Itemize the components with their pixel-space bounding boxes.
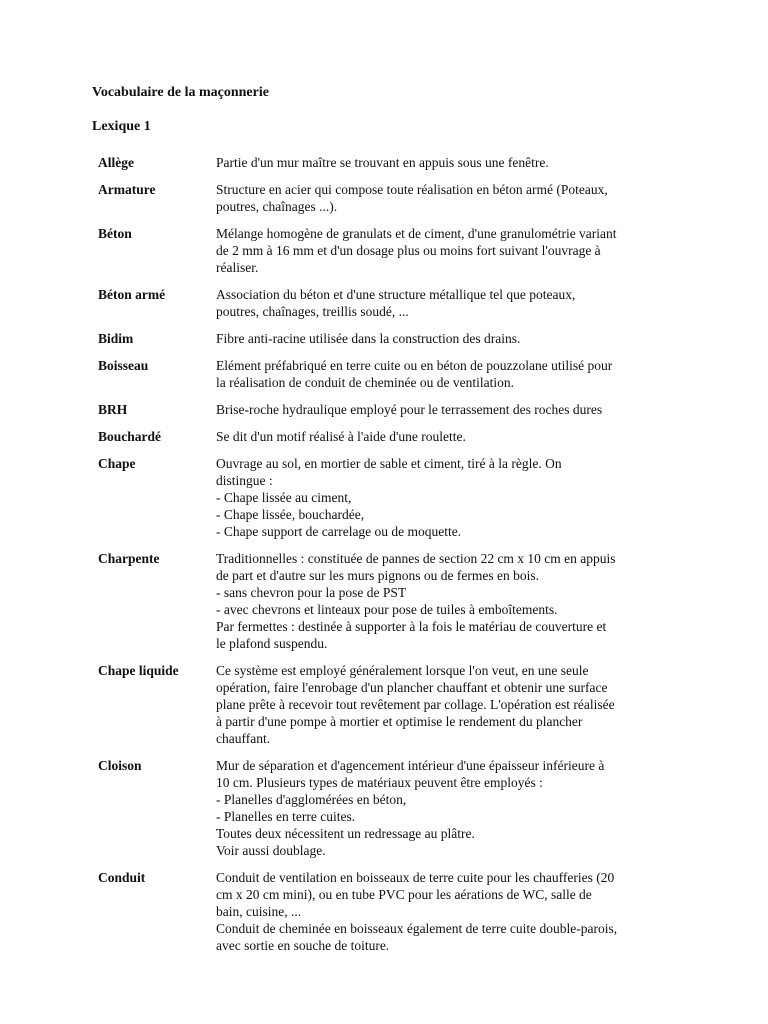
definition-line: Conduit de ventilation en boisseaux de terre cuite pour les chaufferies (20 [216, 870, 615, 885]
definition-line: Mur de séparation et d'agencement intérieur d'une épaisseur inférieure à [216, 758, 605, 773]
glossary-definition [216, 286, 684, 320]
definition-line: Conduit de cheminée en boisseaux également de terre cuite double-parois, [216, 921, 618, 936]
definition-line: Par fermettes : destinée à supporter à la fois le matériau de couverture et [216, 619, 607, 634]
glossary-term: Boisseau [98, 358, 149, 373]
definition-line: 10 cm. Plusieurs types de matériaux peuvent être employés : [216, 775, 543, 790]
document-title: Vocabulaire de la maçonnerie [92, 85, 269, 100]
glossary-entry [98, 428, 688, 445]
glossary-entry [98, 757, 688, 859]
definition-line: Ce système est employé généralement lorsque l'on veut, en une seule [216, 663, 589, 678]
glossary-definition [216, 357, 684, 391]
glossary-term: Chape [98, 456, 136, 471]
definition-line: réaliser. [216, 260, 259, 275]
glossary-definition [216, 330, 684, 347]
glossary-term: Cloison [98, 758, 142, 773]
glossary-list [98, 154, 688, 964]
glossary-definition [216, 154, 684, 171]
glossary-definition [216, 428, 684, 445]
definition-line: chauffant. [216, 731, 271, 746]
definition-line: le plafond suspendu. [216, 636, 328, 651]
glossary-entry [98, 550, 688, 652]
definition-line: - Chape support de carrelage ou de moquette. [216, 524, 462, 539]
glossary-term: Bidim [98, 331, 134, 346]
definition-line: avec sortie en souche de toiture. [216, 938, 390, 953]
glossary-definition [216, 181, 684, 215]
definition-line: - avec chevrons et linteaux pour pose de tuiles à emboîtements. [216, 602, 558, 617]
definition-line: - Planelles d'agglomérées en béton, [216, 792, 407, 807]
glossary-definition [216, 757, 684, 859]
definition-line: Traditionnelles : constituée de pannes de section 22 cm x 10 cm en appuis [216, 551, 616, 566]
definition-line: à partir d'une pompe à mortier et optimise le rendement du plancher [216, 714, 583, 729]
definition-line: opération, faire l'enrobage d'un plancher chauffant et obtenir une surface [216, 680, 608, 695]
glossary-entry [98, 225, 688, 276]
glossary-definition [216, 401, 684, 418]
glossary-entry [98, 357, 688, 391]
glossary-term: Bouchardé [98, 429, 162, 444]
glossary-term: Allège [98, 155, 134, 170]
definition-line: poutres, chaînages ...). [216, 199, 338, 214]
glossary-term: Conduit [98, 870, 146, 885]
glossary-entry [98, 286, 688, 320]
definition-line: Brise-roche hydraulique employé pour le terrassement des roches dures [216, 402, 603, 417]
glossary-definition [216, 455, 684, 540]
glossary-definition [216, 869, 684, 954]
definition-line: Toutes deux nécessitent un redressage au plâtre. [216, 826, 475, 841]
definition-line: de part et d'autre sur les murs pignons ou de fermes en bois. [216, 568, 539, 583]
glossary-definition [216, 662, 684, 747]
definition-line: poutres, chaînages, treillis soudé, ... [216, 304, 409, 319]
definition-line: Structure en acier qui compose toute réalisation en béton armé (Poteaux, [216, 182, 608, 197]
definition-line: Partie d'un mur maître se trouvant en appuis sous une fenêtre. [216, 155, 549, 170]
definition-line: - Chape lissée, bouchardée, [216, 507, 365, 522]
definition-line: la réalisation de conduit de cheminée ou de ventilation. [216, 375, 515, 390]
glossary-definition [216, 225, 684, 276]
definition-line: Association du béton et d'une structure métallique tel que poteaux, [216, 287, 576, 302]
glossary-term: Chape liquide [98, 663, 179, 678]
glossary-term: Armature [98, 182, 156, 197]
glossary-entry [98, 869, 688, 954]
definition-line: plane prête à recevoir tout revêtement par collage. L'opération est réalisée [216, 697, 615, 712]
definition-line: Fibre anti-racine utilisée dans la construction des drains. [216, 331, 521, 346]
glossary-term: BRH [98, 402, 128, 417]
glossary-definition [216, 550, 684, 652]
section-title: Lexique 1 [92, 119, 151, 134]
definition-line: Voir aussi doublage. [216, 843, 326, 858]
glossary-entry [98, 662, 688, 747]
glossary-entry [98, 181, 688, 215]
glossary-entry [98, 455, 688, 540]
definition-line: Mélange homogène de granulats et de ciment, d'une granulométrie variant [216, 226, 617, 241]
glossary-entry [98, 154, 688, 171]
definition-line: distingue : [216, 473, 273, 488]
definition-line: - sans chevron pour la pose de PST [216, 585, 407, 600]
definition-line: de 2 mm à 16 mm et d'un dosage plus ou moins fort suivant l'ouvrage à [216, 243, 601, 258]
definition-line: Elément préfabriqué en terre cuite ou en béton de pouzzolane utilisé pour [216, 358, 613, 373]
glossary-term: Charpente [98, 551, 160, 566]
definition-line: - Chape lissée au ciment, [216, 490, 352, 505]
glossary-term: Béton [98, 226, 132, 241]
glossary-term: Béton armé [98, 287, 166, 302]
glossary-entry [98, 401, 688, 418]
definition-line: cm x 20 cm mini), ou en tube PVC pour les aérations de WC, salle de [216, 887, 592, 902]
definition-line: Se dit d'un motif réalisé à l'aide d'une roulette. [216, 429, 466, 444]
glossary-entry [98, 330, 688, 347]
definition-line: Ouvrage au sol, en mortier de sable et ciment, tiré à la règle. On [216, 456, 562, 471]
definition-line: bain, cuisine, ... [216, 904, 302, 919]
definition-line: - Planelles en terre cuites. [216, 809, 356, 824]
